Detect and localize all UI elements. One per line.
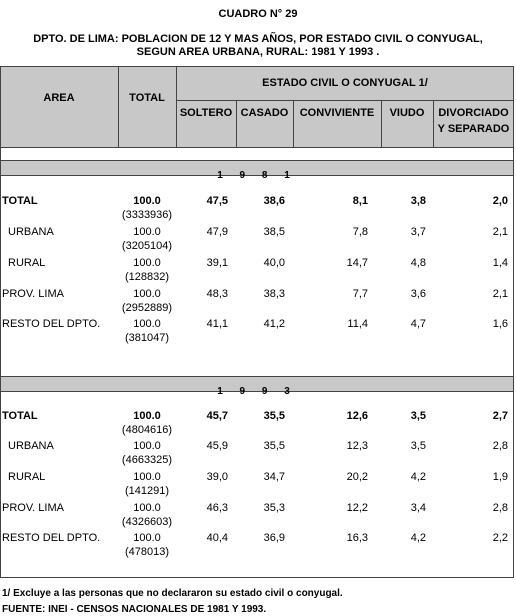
row-area: TOTAL: [2, 195, 38, 207]
row-viudo: 4,2: [410, 471, 426, 483]
header-separado: Y SEPARADO: [437, 123, 510, 135]
row-casado: 36,9: [263, 532, 285, 544]
row-soltero: 39,1: [206, 257, 228, 269]
row-conviviente: 7,8: [352, 226, 368, 238]
table-row: [0, 502, 514, 533]
table-row: [0, 318, 514, 349]
section-separator-1993: [0, 376, 514, 397]
row-conviviente: 11,4: [347, 318, 368, 330]
table-row: [0, 226, 514, 257]
row-total: 100.0: [133, 532, 161, 544]
row-divorciado: 2,1: [492, 226, 508, 238]
table-row: [0, 440, 514, 471]
row-viudo: 3,7: [410, 226, 426, 238]
row-soltero: 46,3: [206, 502, 228, 514]
row-total: 100.0: [133, 226, 161, 238]
row-total: 100.0: [133, 440, 161, 452]
row-soltero: 39,0: [206, 471, 228, 483]
row-absolute: (3205104): [121, 240, 173, 252]
table-row: [0, 257, 514, 288]
row-soltero: 45,7: [206, 410, 228, 422]
header-viudo: VIUDO: [389, 107, 425, 119]
row-casado: 38,3: [263, 288, 285, 300]
section-separator-1981: [0, 160, 514, 181]
row-area: URBANA: [8, 440, 54, 452]
row-soltero: 48,3: [206, 288, 228, 300]
header-area: AREA: [43, 92, 75, 104]
header-soltero: SOLTERO: [179, 107, 233, 119]
row-total: 100.0: [133, 502, 161, 514]
row-absolute: (478013): [124, 546, 170, 558]
row-absolute: (4804616): [121, 424, 173, 436]
table-border: [0, 577, 514, 578]
row-conviviente: 16,3: [346, 532, 368, 544]
header-casado: CASADO: [240, 107, 289, 119]
row-total: 100.0: [133, 195, 161, 207]
row-casado: 38,5: [263, 226, 285, 238]
row-viudo: 3,6: [410, 288, 426, 300]
row-area: PROV. LIMA: [2, 502, 64, 514]
row-total: 100.0: [133, 410, 161, 422]
row-conviviente: 12,3: [346, 440, 368, 452]
row-casado: 34,7: [263, 471, 285, 483]
table-border: [0, 66, 1, 578]
row-divorciado: 2,2: [492, 532, 508, 544]
row-absolute: (381047): [124, 332, 170, 344]
row-soltero: 40,4: [206, 532, 228, 544]
row-soltero: 41,1: [206, 318, 228, 330]
row-absolute: (4326603): [121, 516, 173, 528]
row-conviviente: 14,7: [346, 257, 368, 269]
row-divorciado: 2,8: [492, 440, 508, 452]
row-absolute: (3333936): [121, 209, 173, 221]
row-divorciado: 2,1: [492, 288, 508, 300]
row-casado: 38,6: [263, 195, 285, 207]
row-total: 100.0: [133, 471, 161, 483]
cuadro-number: CUADRO N° 29: [218, 8, 298, 20]
row-casado: 35,5: [263, 440, 285, 452]
row-viudo: 3,8: [410, 195, 426, 207]
table-title-line1: DPTO. DE LIMA: POBLACION DE 12 Y MAS AÑOS, POR ESTADO CIVIL O CONYUGAL,: [33, 33, 483, 45]
row-viudo: 4,8: [410, 257, 426, 269]
row-total: 100.0: [133, 257, 161, 269]
row-area: RURAL: [8, 471, 46, 483]
row-conviviente: 20,2: [346, 471, 368, 483]
row-soltero: 45,9: [206, 440, 228, 452]
row-conviviente: 12,6: [346, 410, 368, 422]
row-conviviente: 12,2: [346, 502, 368, 514]
table-title-line2: SEGUN AREA URBANA, RURAL: 1981 Y 1993 .: [136, 46, 380, 58]
row-soltero: 47,5: [206, 195, 228, 207]
row-viudo: 3,5: [410, 410, 426, 422]
row-casado: 40,0: [263, 257, 285, 269]
header-divorciado: DIVORCIADO: [438, 107, 509, 119]
header-divider: [118, 66, 119, 148]
header-divider: [176, 100, 514, 101]
header-estado-civil: ESTADO CIVIL O CONYUGAL 1/: [262, 77, 428, 89]
row-conviviente: 7,7: [352, 288, 368, 300]
row-absolute: (128832): [124, 271, 170, 283]
section-year-1993: 1 9 9 3: [217, 386, 297, 397]
table-row: [0, 288, 514, 319]
row-viudo: 4,7: [410, 318, 426, 330]
row-viudo: 3,4: [410, 502, 426, 514]
row-absolute: (2952889): [121, 302, 173, 314]
table-row: [0, 532, 514, 563]
table-row: [0, 195, 514, 226]
row-divorciado: 1,4: [492, 257, 508, 269]
row-viudo: 4,2: [410, 532, 426, 544]
header-conviviente: CONVIVIENTE: [299, 107, 375, 119]
table-row: [0, 471, 514, 502]
row-divorciado: 1,6: [492, 318, 508, 330]
row-conviviente: 8,1: [352, 195, 368, 207]
source-note: FUENTE: INEI - CENSOS NACIONALES DE 1981 Y 1993.: [2, 604, 267, 615]
row-area: RURAL: [8, 257, 46, 269]
row-divorciado: 2,7: [492, 410, 508, 422]
row-area: TOTAL: [2, 410, 38, 422]
row-divorciado: 2,8: [492, 502, 508, 514]
row-viudo: 3,5: [410, 440, 426, 452]
row-total: 100.0: [133, 318, 161, 330]
footnote: 1/ Excluye a las personas que no declararon su estado civil o conyugal.: [2, 588, 343, 599]
row-casado: 41,2: [263, 318, 285, 330]
row-absolute: (141291): [124, 485, 170, 497]
row-casado: 35,5: [263, 410, 285, 422]
row-area: RESTO DEL DPTO.: [2, 532, 101, 544]
row-casado: 35,3: [263, 502, 285, 514]
table-border: [513, 66, 514, 578]
header-total: TOTAL: [129, 92, 165, 104]
row-soltero: 47,9: [206, 226, 228, 238]
row-area: URBANA: [8, 226, 54, 238]
row-total: 100.0: [133, 288, 161, 300]
row-absolute: (4663325): [121, 454, 173, 466]
row-area: RESTO DEL DPTO.: [2, 318, 101, 330]
table-row: [0, 410, 514, 441]
row-divorciado: 1,9: [492, 471, 508, 483]
section-year-1981: 1 9 8 1: [217, 170, 297, 181]
row-area: PROV. LIMA: [2, 288, 64, 300]
row-divorciado: 2,0: [492, 195, 508, 207]
